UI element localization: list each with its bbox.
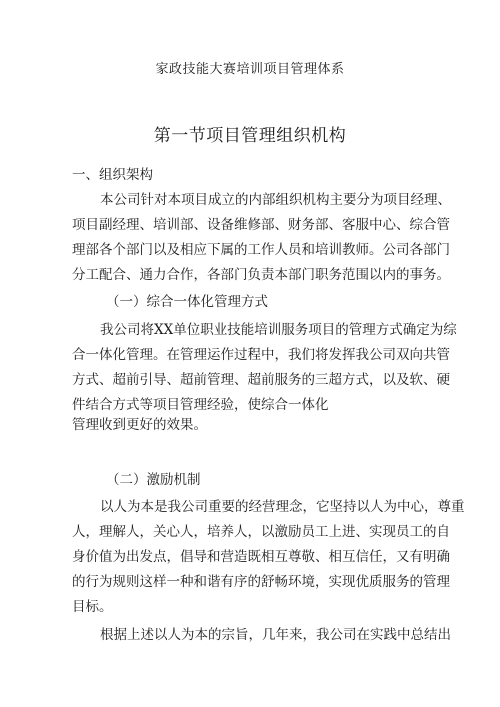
- section-heading: 第一节项目管理组织机构: [153, 126, 347, 146]
- paragraph-line: 本公司针对本项目成立的内部组织机构主要分为项目经理、: [100, 192, 451, 208]
- paragraph-line: 我公司将XX单位职业技能培训服务项目的管理方式确定为综: [100, 322, 457, 338]
- heading-integrated-management: （一）综合一体化管理方式: [106, 294, 268, 310]
- paragraph-line: 目标。: [72, 599, 113, 615]
- paragraph-line: 身价值为出发点，倡导和营造既相互尊敬、相互信任，又有明确: [72, 549, 450, 565]
- paragraph-line: 根据上述以人为本的宗旨，几年来，我公司在实践中总结出: [100, 627, 451, 643]
- paragraph-line: 的行为规则这样一种和谐有序的舒畅环境，实现优质服务的管理: [72, 574, 450, 590]
- heading-incentive: （二）激励机制: [106, 472, 201, 488]
- paragraph-line: 理部各个部门以及相应下属的工作人员和培训教师。公司各部门: [72, 242, 450, 258]
- document-title: 家政技能大赛培训项目管理体系: [155, 62, 345, 77]
- paragraph-line: 管理收到更好的效果。: [72, 417, 207, 433]
- paragraph-line: 分工配合、通力合作，各部门负责本部门职务范围以内的事务。: [72, 267, 450, 283]
- paragraph-line: 人，理解人，关心人，培养人，以激励员工上进、实现员工的自: [72, 524, 450, 540]
- paragraph-line: 以人为本是我公司重要的经营理念，它坚持以人为中心，尊重: [100, 499, 465, 515]
- heading-organization: 一、组织架构: [72, 167, 153, 183]
- paragraph-line: 方式、超前引导、超前管理、超前服务的三超方式，以及软、硬: [72, 372, 450, 388]
- paragraph-line: 合一体化管理。在管理运作过程中，我们将发挥我公司双向共管: [72, 347, 450, 363]
- paragraph-line: 件结合方式等项目管理经验，使综合一体化: [72, 397, 329, 413]
- paragraph-line: 项目副经理、培训部、设备维修部、财务部、客服中心、综合管: [72, 217, 450, 233]
